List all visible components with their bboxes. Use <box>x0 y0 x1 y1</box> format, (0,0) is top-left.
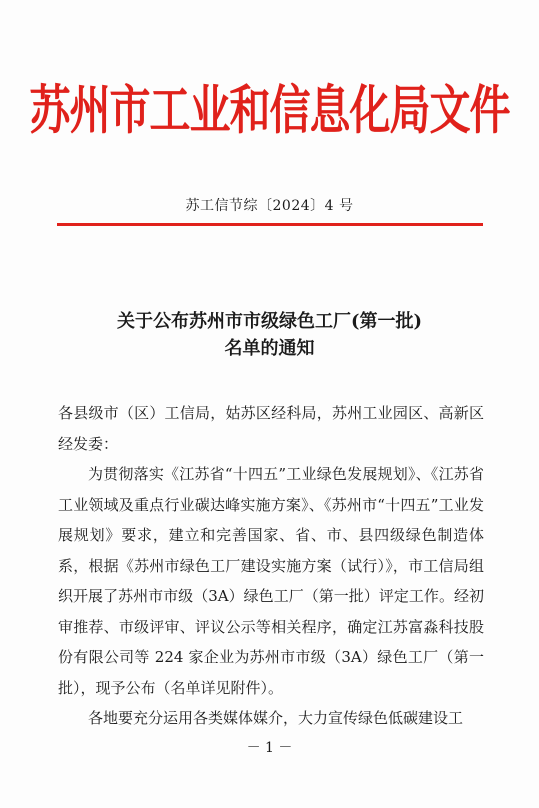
document-number: 苏工信节综〔2024〕4 号 <box>185 198 354 214</box>
notice-title-line-2: 名单的通知 <box>224 338 315 359</box>
body-paragraph-2: 各地要充分运用各类媒体媒介，大力宣传绿色低碳建设工 <box>88 709 464 727</box>
document-body <box>58 398 484 734</box>
addressee-paragraph: 各县级市（区）工信局，姑苏区经科局，苏州工业园区、高新区经发委： <box>58 404 484 453</box>
red-separator-line <box>57 223 483 226</box>
page-number: － 1 － <box>246 740 293 756</box>
notice-title <box>0 308 539 362</box>
notice-title-line-1: 关于公布苏州市市级绿色工厂(第一批) <box>116 311 423 332</box>
body-paragraph-1: 为贯彻落实《江苏省“十四五”工业绿色发展规划》、《江苏省工业领域及重点行业碳达峰实施方案》、《苏州市“十四五”工业发展规划》要求，建立和完善国家、省、市、县四级绿色制造体系，根据《苏州市绿色工厂建设实施方案（试行）》，市工信局组织开展了苏州市市级（3A）绿色工厂（第一批）评定工作。经初审推荐、市级评审、评议公示等相关程序，确定江苏富淼科技股份有限公司等 224 家企业为苏州市市级（3A）绿色工厂（第一批），现予公布（名单详见附件）。 <box>58 465 484 697</box>
masthead-title: 苏州市工业和信息化局文件 <box>29 79 510 141</box>
